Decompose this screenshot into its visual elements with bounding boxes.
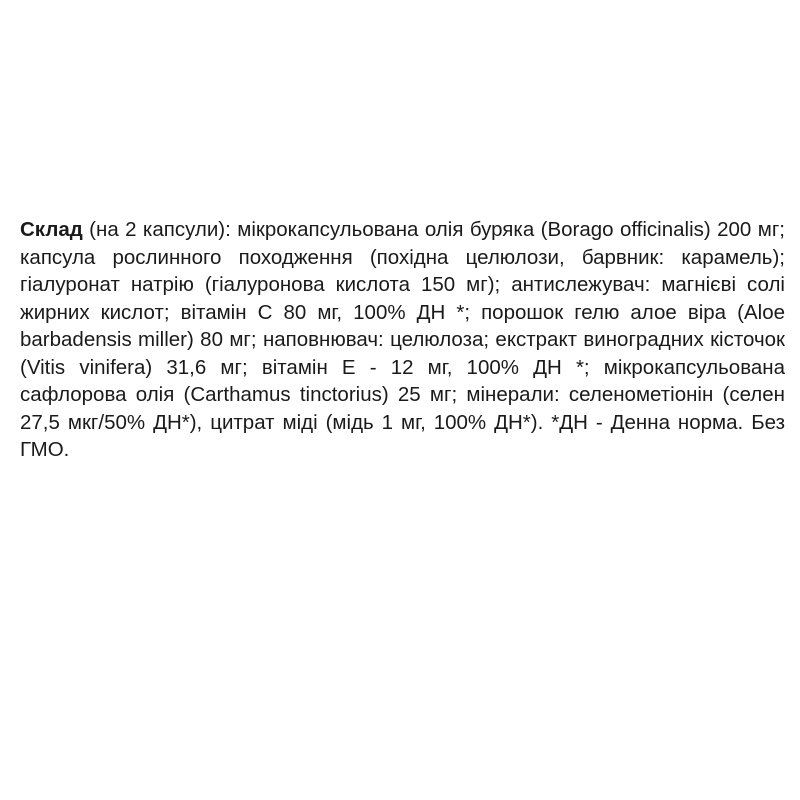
composition-label: Склад (20, 218, 83, 241)
composition-paragraph (20, 216, 785, 464)
composition-text: (на 2 капсули): мікрокапсульована олія буряка (Borago officinalis) 200 мг; капсула рослинного походження (похідна целюлози, барвник: карамель); гіалуронат натрію (гіалуронова кислота 150 мг); антислежувач: магнієві солі жирних кислот; вітамін С 80 мг, 100% ДН *; порошок гелю алое віра (Aloe barbadensis miller) 80 мг; наповнювач: целюлоза; екстракт виноградних кісточок (Vitis vinifera) 31,6 мг; вітамін Е - 12 мг, 100% ДН *; мікрокапсульована сафлорова олія (Carthamus tinctorius) 25 мг; мінерали: селенометіонін (селен 27,5 мкг/50% ДН*), цитрат міді (мідь 1 мг, 100% ДН*). *ДН - Денна норма. Без ГМО. (20, 218, 785, 461)
